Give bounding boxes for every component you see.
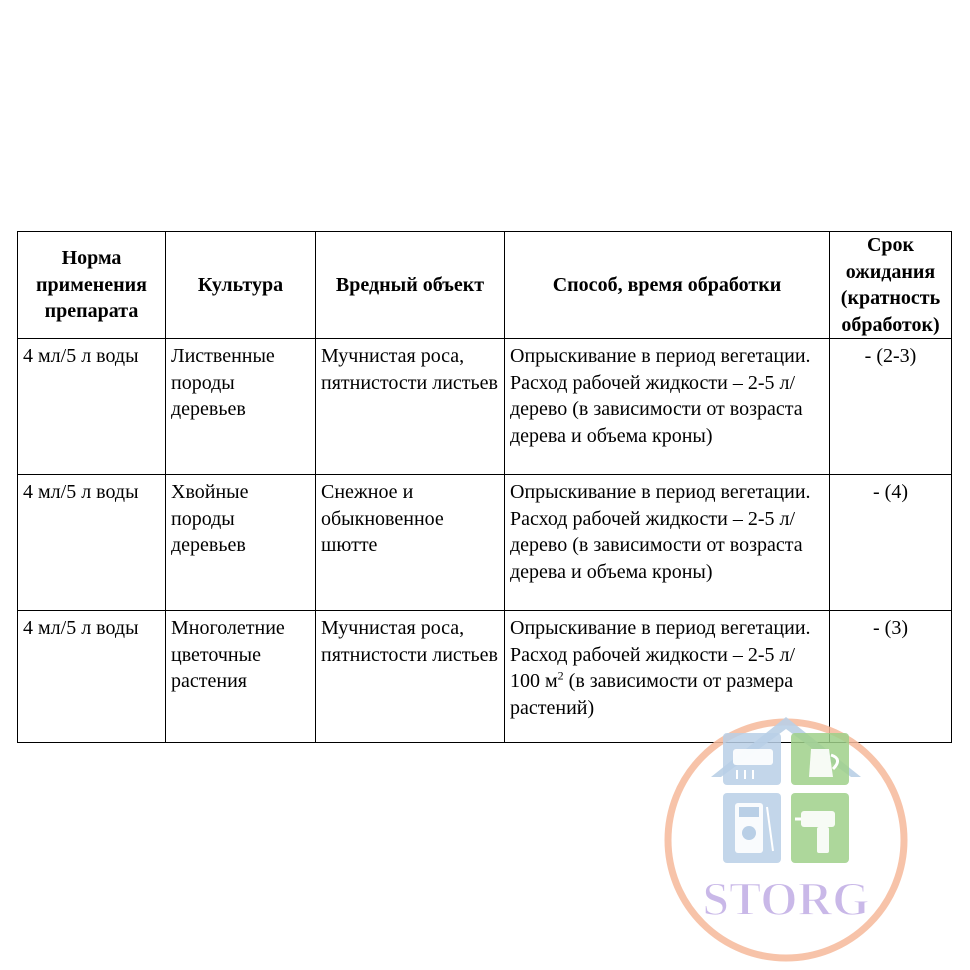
header-pest: Вредный объект <box>316 232 505 339</box>
method-text: Опрыскивание в период вегетации. Расход рабочей жидкости – 2-5 л/ 100 м <box>510 617 811 692</box>
table-row <box>18 475 952 611</box>
cell-culture: Лиственные породы деревьев <box>166 339 316 475</box>
table-header-row <box>18 232 952 339</box>
cell-pest: Мучнистая роса, пятнистости листьев <box>316 611 505 743</box>
cell-term: - (2-3) <box>830 339 952 475</box>
table-row <box>18 339 952 475</box>
treatment-table <box>17 231 952 743</box>
cell-culture: Многолетние цветочные растения <box>166 611 316 743</box>
cell-pest: Снежное и обыкновенное шютте <box>316 475 505 611</box>
cell-pest: Мучнистая роса, пятнистости листьев <box>316 339 505 475</box>
header-norm: Норма применения препарата <box>18 232 166 339</box>
treatment-table-container <box>17 231 952 743</box>
storg-watermark-logo <box>661 715 911 965</box>
cell-culture: Хвойные породы деревьев <box>166 475 316 611</box>
superscript: 2 <box>557 668 564 683</box>
cell-norm: 4 мл/5 л воды <box>18 611 166 743</box>
cell-term: - (4) <box>830 475 952 611</box>
cell-norm: 4 мл/5 л воды <box>18 339 166 475</box>
header-term: Срок ожидания (кратность обработок) <box>830 232 952 339</box>
cell-method: Опрыскивание в период вегетации. Расход рабочей жидкости – 2-5 л/ дерево (в зависимости от возраста дерева и объема кроны) <box>505 475 830 611</box>
cell-method: Опрыскивание в период вегетации. Расход рабочей жидкости – 2-5 л/ дерево (в зависимости от возраста дерева и объема кроны) <box>505 339 830 475</box>
logo-text: STORG <box>702 873 870 926</box>
cell-term: - (3) <box>830 611 952 743</box>
cell-norm: 4 мл/5 л воды <box>18 475 166 611</box>
header-method: Способ, время обработки <box>505 232 830 339</box>
method-text-tail: (в зависимости от размера растений) <box>510 670 794 719</box>
header-culture: Культура <box>166 232 316 339</box>
